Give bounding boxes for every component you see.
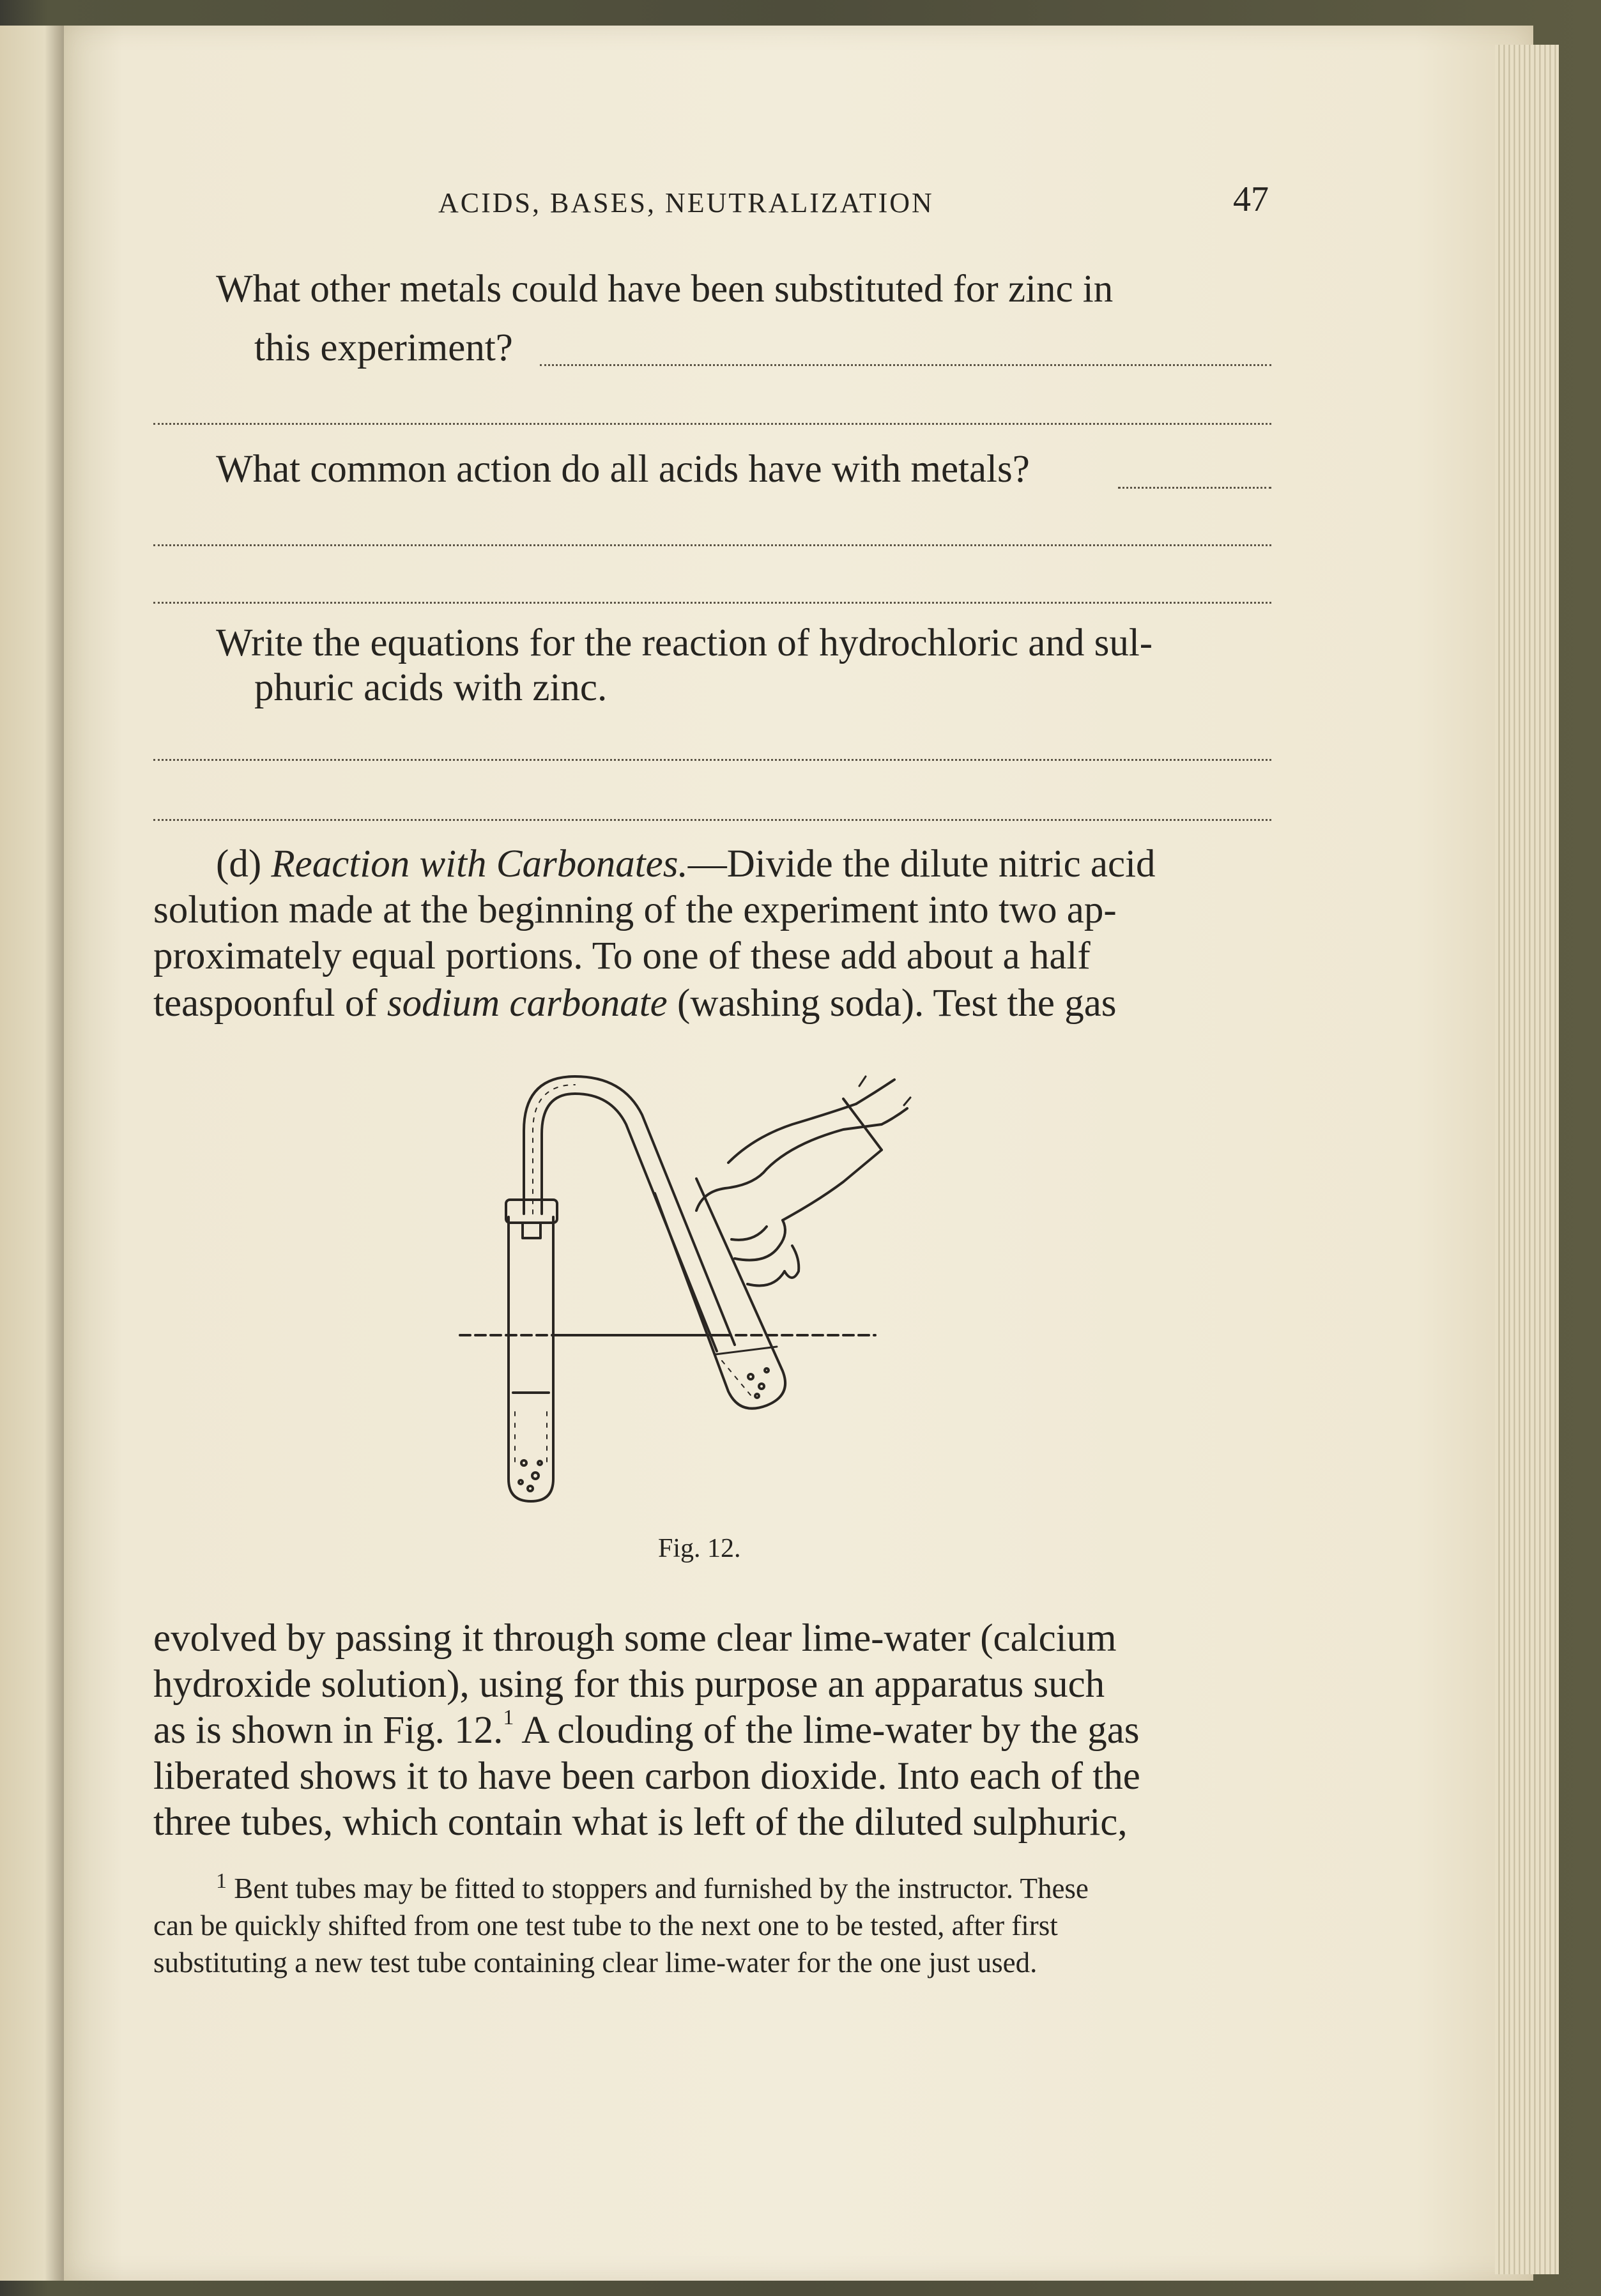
section-d-line-2: solution made at the beginning of the experiment into two ap- [153,889,1117,931]
question-1-line-2: this experiment? [254,326,513,369]
running-title: ACIDS, BASES, NEUTRALIZATION [438,187,934,218]
continuation-line-1: evolved by passing it through some clear lime-water (calcium [153,1617,1117,1660]
answer-blank-1b[interactable] [153,423,1271,425]
bent-delivery-tube [524,1076,735,1351]
continuation-line-5: three tubes, which contain what is left of the diluted sulphuric, [153,1801,1128,1844]
question-3-line-1: Write the equations for the reaction of hydrochloric and sul- [216,622,1153,664]
section-d-title: Reaction with Carbonates. [271,843,688,885]
answer-blank-3b[interactable] [153,819,1271,821]
answer-blank-3a[interactable] [153,759,1271,761]
figure-caption: Fig. 12. [658,1534,741,1563]
footnote-reference[interactable]: 1 [503,1706,514,1729]
answer-blank-2a[interactable] [1118,487,1271,489]
question-2-line-1: What common action do all acids have with metals? [216,448,1030,491]
section-d-line-1: (d) Reaction with Carbonates.—Divide the dilute nitric acid [216,843,1156,885]
answer-blank-2c[interactable] [153,602,1271,604]
left-test-tube [506,1200,557,1501]
continuation-line-4: liberated shows it to have been carbon dioxide. Into each of the [153,1755,1140,1798]
footnote-line-3: substituting a new test tube containing clear lime-water for the one just used. [153,1947,1038,1978]
hand-illustration [696,1076,910,1286]
question-1-line-1: What other metals could have been substituted for zinc in [216,268,1114,310]
right-test-tube [655,1179,785,1409]
footnote-line-2: can be quickly shifted from one test tube to the next one to be tested, after first [153,1910,1058,1941]
page-number: 47 [1233,180,1269,219]
section-d-line-3: proximately equal portions. To one of these add about a half [153,935,1091,977]
continuation-line-3: as is shown in Fig. 12.$^1$ A clouding of the lime-water by the gas [153,1706,1140,1752]
question-3-line-2: phuric acids with zinc. [254,666,608,709]
footnote-line-1: $^1$ Bent tubes may be fitted to stoppers and furnished by the instructor. These [216,1869,1089,1904]
answer-blank-2b[interactable] [153,544,1271,546]
answer-blank-1a[interactable] [540,364,1271,366]
continuation-line-2: hydroxide solution), using for this purpose an apparatus such [153,1663,1105,1706]
section-d-line-4: teaspoonful of sodium carbonate (washing soda). Test the gas [153,982,1117,1025]
apparatus-figure [434,1054,920,1527]
